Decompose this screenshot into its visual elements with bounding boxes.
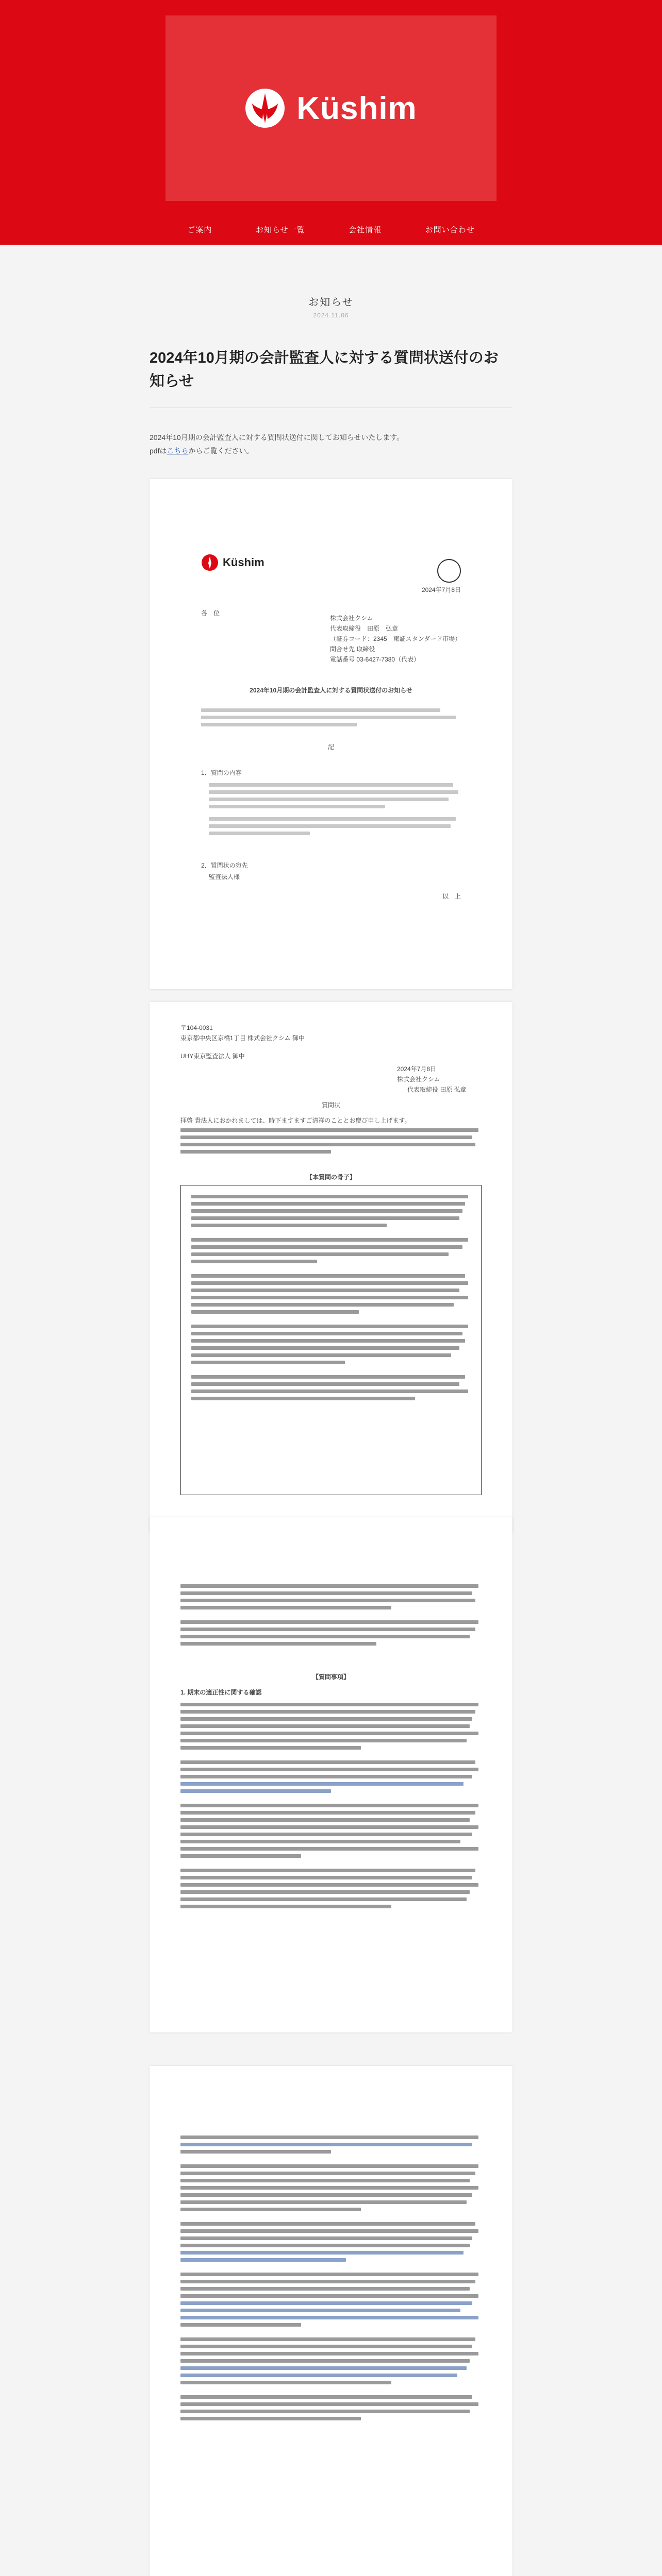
doc-end: 以 上 (442, 893, 461, 900)
doc-body-text (201, 708, 461, 730)
pdf-link[interactable]: こちら (167, 447, 189, 455)
article-header (150, 294, 512, 458)
doc2-postal: 〒104-0031 (180, 1024, 213, 1031)
doc3-box-title: 【質問事項】 (312, 1673, 350, 1681)
doc-mark: 記 (327, 743, 334, 751)
summary-box (180, 1185, 482, 1495)
doc-addressee: 各 位 (201, 609, 220, 617)
document-page-2 (150, 1002, 512, 1533)
doc-item-2: 2．質問状の宛先 (201, 862, 248, 869)
intro-line-1: 2024年10月期の会計監査人に対する質問状送付に関してお知らせいたします。 (150, 433, 404, 442)
nav-item-news[interactable]: お知らせ一覧 (255, 225, 305, 234)
section-label: お知らせ (308, 297, 354, 308)
intro-suffix: からご覧ください。 (188, 447, 254, 455)
page-title: 2024年10月期の会計監査人に対する質問状送付のお知らせ (150, 350, 499, 389)
doc-brand-name: Küshim (223, 556, 264, 569)
doc-item-1: 1．質問の内容 (201, 769, 242, 776)
stamp-icon (437, 559, 461, 583)
doc2-date: 2024年7月8日 (397, 1065, 437, 1073)
brand-mark-icon (201, 554, 219, 571)
doc3-text-b (180, 1703, 482, 1912)
brand-name: Küshim (296, 90, 417, 126)
brand-mark-icon (245, 88, 285, 128)
doc2-intro-text (180, 1128, 482, 1157)
nav-item-guide[interactable]: ご案内 (187, 225, 212, 234)
site-header (0, 0, 662, 245)
doc2-address: 東京都中央区京橋1丁目 株式会社クシム 御中 (180, 1035, 305, 1042)
doc4-text (180, 2136, 482, 2424)
doc-item-1-text (209, 783, 461, 839)
doc-phone: 電話番号 03-6427-7380（代表） (330, 656, 420, 663)
intro-prefix: pdfは (150, 447, 167, 455)
doc2-box-title: 【本質問の骨子】 (306, 1174, 356, 1181)
intro-text (150, 431, 512, 458)
document-page-3 (150, 1517, 512, 2032)
doc-heading: 2024年10月期の会計監査人に対する質問状送付のお知らせ (250, 687, 412, 694)
document-page-4 (150, 2066, 512, 2576)
document-page-1 (150, 479, 512, 989)
doc2-sender: 株式会社クシム (397, 1076, 440, 1083)
doc2-sender-rep: 代表取締役 田原 弘章 (407, 1086, 467, 1093)
doc-logo (201, 554, 264, 571)
doc2-addressee: UHY東京監査法人 御中 (180, 1053, 245, 1060)
main-nav (166, 219, 496, 240)
doc3-q1: 1. 期末の適正性に関する確認 (180, 1689, 262, 1696)
doc-rep: 代表取締役 田原 弘章 (330, 625, 399, 632)
summary-box-text (191, 1195, 471, 1404)
doc3-text-a (180, 1584, 482, 1649)
doc2-label: 質問状 (321, 1101, 340, 1109)
doc-code: （証券コード：2345 東証スタンダード市場） (330, 635, 461, 642)
nav-item-contact[interactable]: お問い合わせ (425, 225, 475, 234)
doc-contact: 問合せ先 取締役 (330, 646, 375, 653)
post-date: 2024.11.06 (313, 312, 349, 319)
doc-company: 株式会社クシム (330, 615, 373, 622)
doc-item-2-value: 監査法人様 (209, 873, 240, 880)
doc2-intro: 拝啓 貴法人におかれましては、時下ますますご清祥のこととお慶び申し上げます。 (180, 1117, 411, 1124)
logo[interactable] (166, 15, 496, 201)
doc-date: 2024年7月8日 (421, 586, 461, 594)
nav-item-company[interactable]: 会社情報 (349, 225, 382, 234)
